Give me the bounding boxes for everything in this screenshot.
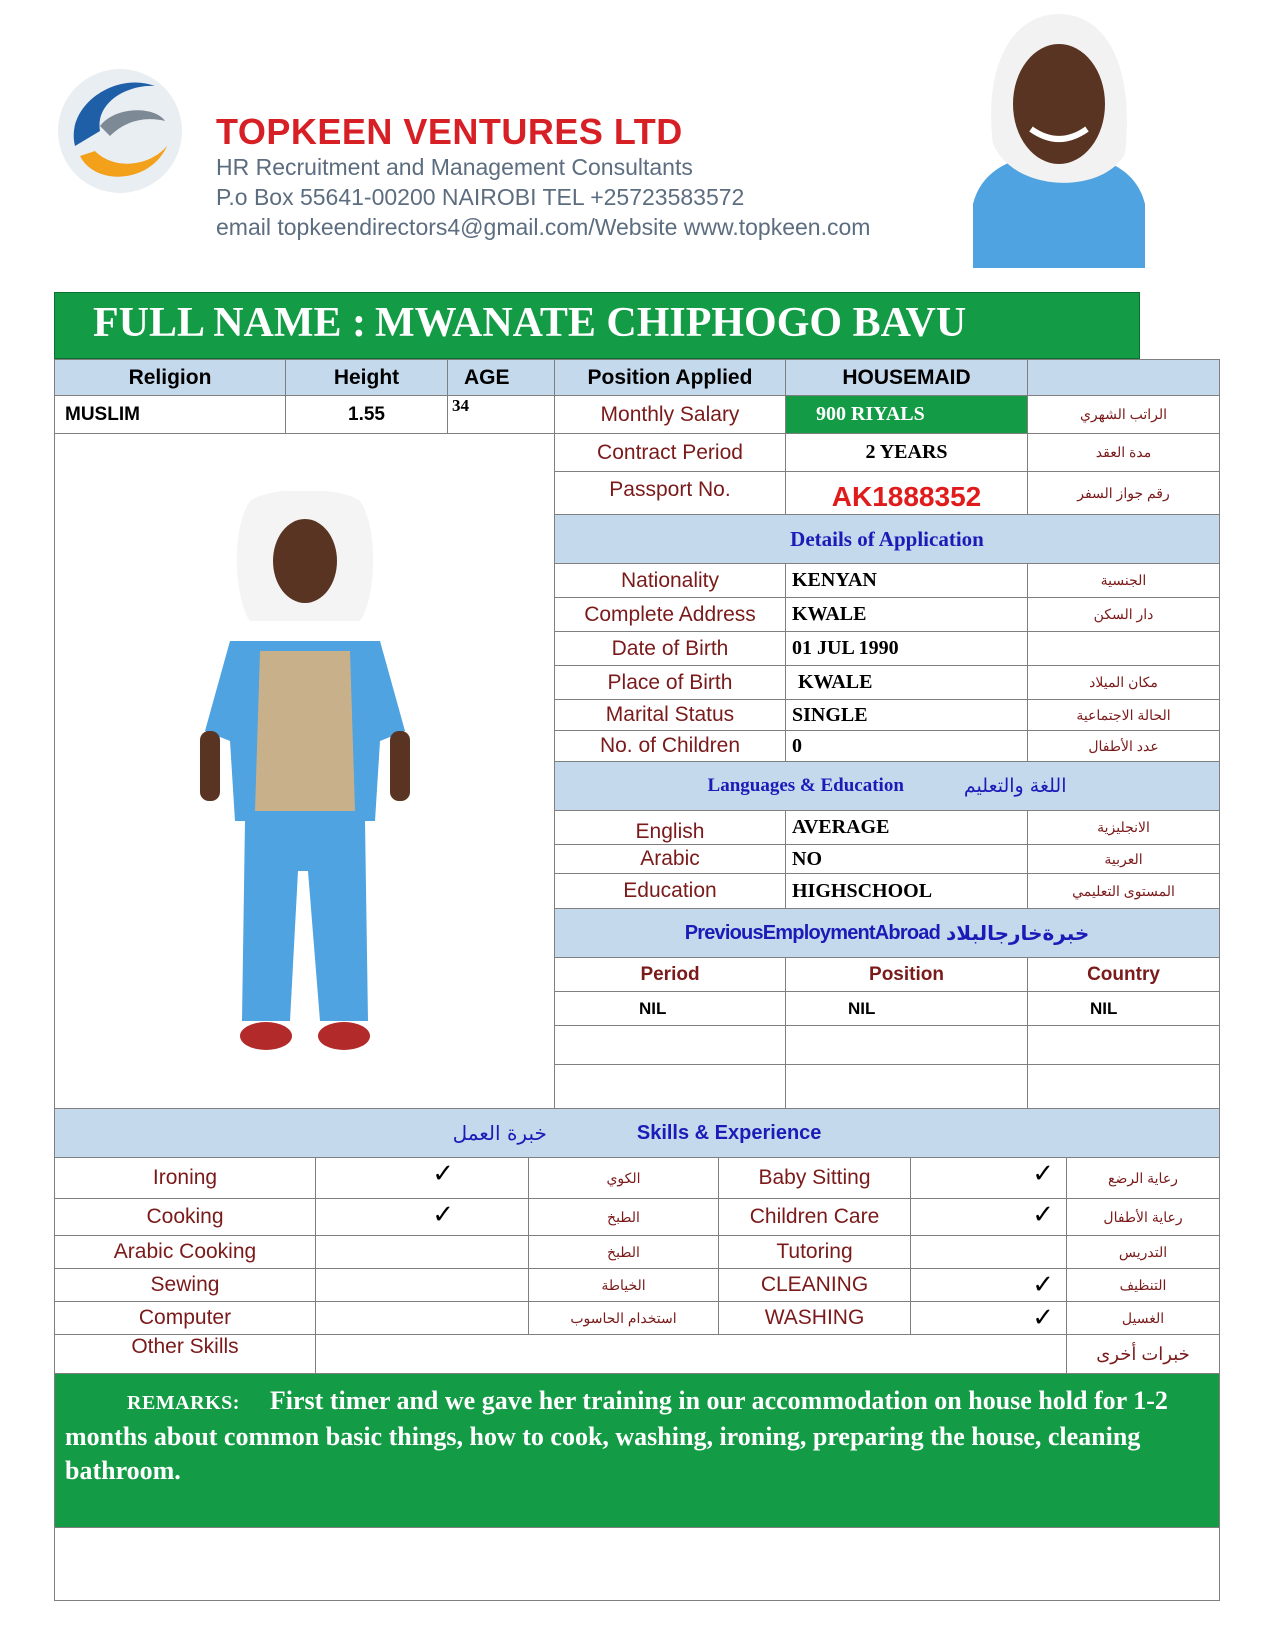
skill-baby-sitting-check: ✓ bbox=[910, 1157, 1067, 1199]
period-header: Period bbox=[554, 957, 786, 992]
employment-empty-cell bbox=[785, 1064, 1028, 1109]
skill-washing-label: WASHING bbox=[718, 1301, 911, 1335]
details-of-application-title: Details of Application bbox=[554, 514, 1220, 564]
passport-value: AK1888352 bbox=[785, 471, 1028, 515]
company-contact: email topkeendirectors4@gmail.com/Website www.topkeen.com bbox=[216, 214, 871, 240]
monthly-salary-label: Monthly Salary bbox=[554, 395, 786, 434]
marital-status-value: SINGLE bbox=[785, 699, 1028, 731]
employment-empty-cell bbox=[554, 1025, 786, 1065]
english-arabic: الانجليزية bbox=[1027, 810, 1220, 845]
skill-ironing-label: Ironing bbox=[54, 1157, 316, 1199]
employment-empty-cell bbox=[785, 1025, 1028, 1065]
employment-empty-cell bbox=[554, 1064, 786, 1109]
english-label: English bbox=[554, 810, 786, 845]
skill-cleaning-label: CLEANING bbox=[718, 1268, 911, 1302]
religion-header: Religion bbox=[54, 359, 286, 396]
children-label: No. of Children bbox=[554, 730, 786, 762]
skill-cooking-label: Cooking bbox=[54, 1198, 316, 1236]
height-header: Height bbox=[285, 359, 448, 396]
skills-title-arabic: خبرة العمل bbox=[452, 1121, 547, 1145]
languages-title: Languages & Education bbox=[707, 775, 904, 796]
contract-period-label: Contract Period bbox=[554, 433, 786, 472]
skill-arabic-cooking-check bbox=[315, 1235, 529, 1269]
arabic-value: NO bbox=[785, 844, 1028, 874]
nationality-label: Nationality bbox=[554, 563, 786, 598]
date-of-birth-value: 01 JUL 1990 bbox=[785, 631, 1028, 666]
skills-section bbox=[54, 1108, 1220, 1158]
place-of-birth-arabic: مكان الميلاد bbox=[1027, 665, 1220, 700]
skill-baby-sitting-label: Baby Sitting bbox=[718, 1157, 911, 1199]
company-tagline: HR Recruitment and Management Consultants bbox=[216, 154, 693, 180]
employment-period-value: NIL bbox=[554, 991, 786, 1026]
empty-bottom-row bbox=[54, 1527, 1220, 1601]
position-value: HOUSEMAID bbox=[785, 359, 1028, 396]
company-logo bbox=[55, 66, 185, 196]
place-of-birth-label: Place of Birth bbox=[554, 665, 786, 700]
skill-washing-check: ✓ bbox=[910, 1301, 1067, 1335]
children-arabic: عدد الأطفال bbox=[1027, 730, 1220, 762]
skill-arabic-cooking-arabic: الطبخ bbox=[528, 1235, 719, 1269]
arabic-label: Arabic bbox=[554, 844, 786, 874]
skill-cleaning-check: ✓ bbox=[910, 1268, 1067, 1302]
remarks-box bbox=[54, 1373, 1220, 1528]
contract-period-arabic: مدة العقد bbox=[1027, 433, 1220, 472]
company-name: TOPKEEN VENTURES LTD bbox=[216, 111, 683, 152]
skill-sewing-label: Sewing bbox=[54, 1268, 316, 1302]
other-skills-value bbox=[315, 1334, 1067, 1374]
date-of-birth-label: Date of Birth bbox=[554, 631, 786, 666]
skill-ironing-arabic: الكوي bbox=[528, 1157, 719, 1199]
skill-computer-label: Computer bbox=[54, 1301, 316, 1335]
age-header: AGE bbox=[447, 359, 555, 396]
religion-value: MUSLIM bbox=[54, 395, 286, 434]
empty-header-cell bbox=[1027, 359, 1220, 396]
employment-country-value: NIL bbox=[1027, 991, 1220, 1026]
age-value: 34 bbox=[447, 395, 555, 434]
height-value: 1.55 bbox=[285, 395, 448, 434]
employment-position-value: NIL bbox=[785, 991, 1028, 1026]
education-value: HIGHSCHOOL bbox=[785, 873, 1028, 909]
arabic-arabic: العربية bbox=[1027, 844, 1220, 874]
skill-sewing-check bbox=[315, 1268, 529, 1302]
education-arabic: المستوى التعليمي bbox=[1027, 873, 1220, 909]
full-body-photo bbox=[54, 433, 555, 1109]
marital-status-arabic: الحالة الاجتماعية bbox=[1027, 699, 1220, 731]
employment-title-arabic: خبرةخارجالبلاد bbox=[946, 921, 1090, 945]
address-value: KWALE bbox=[785, 597, 1028, 632]
position-applied-header: Position Applied bbox=[554, 359, 786, 396]
contract-period-value: 2 YEARS bbox=[785, 433, 1028, 472]
skill-baby-sitting-arabic: رعاية الرضع bbox=[1066, 1157, 1220, 1199]
nationality-arabic: الجنسية bbox=[1027, 563, 1220, 598]
monthly-salary-value: 900 RIYALS bbox=[785, 395, 1028, 434]
address-label: Complete Address bbox=[554, 597, 786, 632]
skill-cooking-check: ✓ bbox=[315, 1198, 529, 1236]
date-of-birth-arabic bbox=[1027, 631, 1220, 666]
children-value: 0 bbox=[785, 730, 1028, 762]
skill-children-care-check: ✓ bbox=[910, 1198, 1067, 1236]
monthly-salary-arabic: الراتب الشهري bbox=[1027, 395, 1220, 434]
full-name-value: MWANATE CHIPHOGO BAVU bbox=[375, 300, 967, 346]
skill-tutoring-label: Tutoring bbox=[718, 1235, 911, 1269]
skill-computer-check bbox=[315, 1301, 529, 1335]
skill-computer-arabic: استخدام الحاسوب bbox=[528, 1301, 719, 1335]
english-value: AVERAGE bbox=[785, 810, 1028, 845]
skill-children-care-label: Children Care bbox=[718, 1198, 911, 1236]
full-name-bar bbox=[54, 292, 1140, 359]
position-header: Position bbox=[785, 957, 1028, 992]
headshot-photo bbox=[943, 4, 1175, 268]
company-info bbox=[216, 112, 916, 242]
skill-cleaning-arabic: التنظيف bbox=[1066, 1268, 1220, 1302]
skills-title: Skills & Experience bbox=[636, 1121, 822, 1144]
full-name-label: FULL NAME : bbox=[93, 300, 366, 346]
languages-section bbox=[554, 761, 1220, 811]
company-address: P.o Box 55641-00200 NAIROBI TEL +25723583572 bbox=[216, 184, 745, 210]
address-arabic: دار السكن bbox=[1027, 597, 1220, 632]
skill-ironing-check: ✓ bbox=[315, 1157, 529, 1199]
employment-empty-cell bbox=[1027, 1025, 1220, 1065]
nationality-value: KENYAN bbox=[785, 563, 1028, 598]
remarks-text: First timer and we gave her training in our accommodation on house hold for 1-2 months about common basic things, how to cook, washing, ironing, preparing the house, cleaning bathroom. bbox=[65, 1386, 1168, 1485]
skill-cooking-arabic: الطبخ bbox=[528, 1198, 719, 1236]
other-skills-arabic: خبرات أخرى bbox=[1066, 1334, 1220, 1374]
place-of-birth-value: KWALE bbox=[785, 665, 1028, 700]
skill-arabic-cooking-label: Arabic Cooking bbox=[54, 1235, 316, 1269]
passport-label: Passport No. bbox=[554, 471, 786, 515]
marital-status-label: Marital Status bbox=[554, 699, 786, 731]
skill-sewing-arabic: الخياطة bbox=[528, 1268, 719, 1302]
languages-title-arabic: اللغة والتعليم bbox=[963, 775, 1067, 797]
employment-section bbox=[554, 908, 1220, 958]
skill-washing-arabic: الغسيل bbox=[1066, 1301, 1220, 1335]
education-label: Education bbox=[554, 873, 786, 909]
other-skills-label: Other Skills bbox=[54, 1334, 316, 1374]
passport-arabic: رقم جواز السفر bbox=[1027, 471, 1220, 515]
skill-children-care-arabic: رعاية الأطفال bbox=[1066, 1198, 1220, 1236]
employment-title: PreviousEmploymentAbroad bbox=[684, 921, 940, 944]
country-header: Country bbox=[1027, 957, 1220, 992]
skill-tutoring-check bbox=[910, 1235, 1067, 1269]
employment-empty-cell bbox=[1027, 1064, 1220, 1109]
remarks-label: REMARKS: bbox=[127, 1392, 240, 1414]
skill-tutoring-arabic: التدريس bbox=[1066, 1235, 1220, 1269]
